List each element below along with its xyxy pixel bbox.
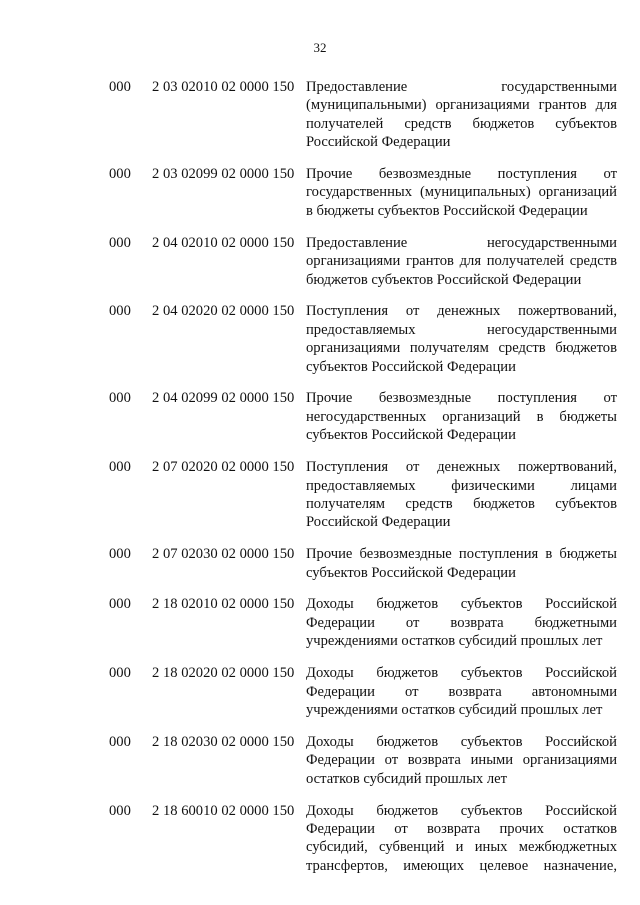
description-line: Доходы бюджетов субъектов Российской xyxy=(306,733,617,750)
description-line: трансфертов, имеющих целевое назначение, xyxy=(306,857,617,874)
description-line: Российской Федерации xyxy=(306,514,451,531)
description-line: Предоставление негосударственными xyxy=(306,234,617,251)
description-line: организациями получателям средств бюджетов xyxy=(306,340,617,357)
table-row xyxy=(0,165,640,220)
description-line: субъектов Российской Федерации xyxy=(306,427,516,444)
income-description xyxy=(306,389,617,444)
budget-classification-code: 2 04 02099 02 0000 150 xyxy=(152,390,295,407)
description-line: остатков субсидий прошлых лет xyxy=(306,770,507,787)
description-line: Предоставление государственными xyxy=(306,79,617,95)
description-line: Федерации от возврата прочих остатков xyxy=(306,820,617,837)
description-line: Поступления от денежных пожертвований, xyxy=(306,459,617,476)
description-line: предоставляемых негосударственными xyxy=(306,321,617,338)
description-line: Доходы бюджетов субъектов Российской xyxy=(306,665,617,682)
description-line: бюджетов субъектов Российской Федерации xyxy=(306,271,582,288)
budget-classification-code: 2 18 02030 02 0000 150 xyxy=(152,733,295,750)
budget-classification-code: 2 18 60010 02 0000 150 xyxy=(152,802,295,819)
description-line: Прочие безвозмездные поступления от xyxy=(306,390,617,407)
admin-code: 000 xyxy=(109,459,131,476)
budget-classification-code: 2 07 02030 02 0000 150 xyxy=(152,546,295,563)
description-line: субсидий, субвенций и иных межбюджетных xyxy=(306,839,617,856)
budget-classification-code: 2 04 02010 02 0000 150 xyxy=(152,234,295,251)
admin-code: 000 xyxy=(109,665,131,682)
income-description xyxy=(306,302,617,376)
table-row xyxy=(0,595,640,650)
income-description xyxy=(306,458,617,532)
description-line: Федерации от возврата бюджетными xyxy=(306,614,617,631)
description-line: Прочие безвозмездные поступления в бюджеты xyxy=(306,546,617,563)
income-description xyxy=(306,664,617,719)
table-row xyxy=(0,458,640,532)
admin-code: 000 xyxy=(109,303,131,320)
income-description xyxy=(306,733,617,788)
description-line: субъектов Российской Федерации xyxy=(306,358,516,375)
income-description xyxy=(306,165,617,220)
description-line: в бюджеты субъектов Российской Федерации xyxy=(306,202,588,219)
income-description xyxy=(306,595,617,650)
income-description xyxy=(306,802,617,876)
table-row xyxy=(0,664,640,719)
budget-classification-code: 2 04 02020 02 0000 150 xyxy=(152,303,295,320)
description-line: Федерации от возврата иными организациями xyxy=(306,752,617,769)
table-row xyxy=(0,733,640,788)
admin-code: 000 xyxy=(109,596,131,613)
description-line: предоставляемых физическими лицами xyxy=(306,477,617,494)
budget-classification-code: 2 18 02020 02 0000 150 xyxy=(152,665,295,682)
description-line: (муниципальными) организациями грантов для xyxy=(306,97,617,114)
description-line: негосударственных организаций в бюджеты xyxy=(306,408,617,425)
description-line: Доходы бюджетов субъектов Российской xyxy=(306,596,617,613)
table-row xyxy=(0,78,640,152)
admin-code: 000 xyxy=(109,234,131,251)
description-line: субъектов Российской Федерации xyxy=(306,564,516,581)
budget-classification-code: 2 18 02010 02 0000 150 xyxy=(152,596,295,613)
description-line: Доходы бюджетов субъектов Российской xyxy=(306,802,617,819)
description-line: учреждениями остатков субсидий прошлых лет xyxy=(306,633,603,650)
table-row xyxy=(0,234,640,289)
admin-code: 000 xyxy=(109,733,131,750)
admin-code: 000 xyxy=(109,802,131,819)
income-description xyxy=(306,545,617,582)
description-line: Российской Федерации xyxy=(306,134,451,151)
page-number: 32 xyxy=(313,40,327,55)
table-row xyxy=(0,802,640,876)
table-row xyxy=(0,389,640,444)
income-description xyxy=(306,78,617,152)
table-row xyxy=(0,545,640,582)
table-row xyxy=(0,302,640,376)
income-description xyxy=(306,234,617,289)
description-line: Федерации от возврата автономными xyxy=(306,683,617,700)
description-line: Поступления от денежных пожертвований, xyxy=(306,303,617,320)
description-line: организациями грантов для получателей средств xyxy=(306,253,617,270)
admin-code: 000 xyxy=(109,79,131,95)
budget-classification-table xyxy=(0,78,640,889)
description-line: получателей средств бюджетов субъектов xyxy=(306,115,617,132)
budget-classification-code: 2 03 02099 02 0000 150 xyxy=(152,166,295,183)
admin-code: 000 xyxy=(109,166,131,183)
budget-classification-code: 2 03 02010 02 0000 150 xyxy=(152,79,295,95)
description-line: учреждениями остатков субсидий прошлых лет xyxy=(306,701,603,718)
budget-classification-code: 2 07 02020 02 0000 150 xyxy=(152,459,295,476)
description-line: получателям средств бюджетов субъектов xyxy=(306,495,617,512)
admin-code: 000 xyxy=(109,390,131,407)
description-line: Прочие безвозмездные поступления от xyxy=(306,166,617,183)
description-line: государственных (муниципальных) организаций xyxy=(306,184,617,201)
admin-code: 000 xyxy=(109,546,131,563)
